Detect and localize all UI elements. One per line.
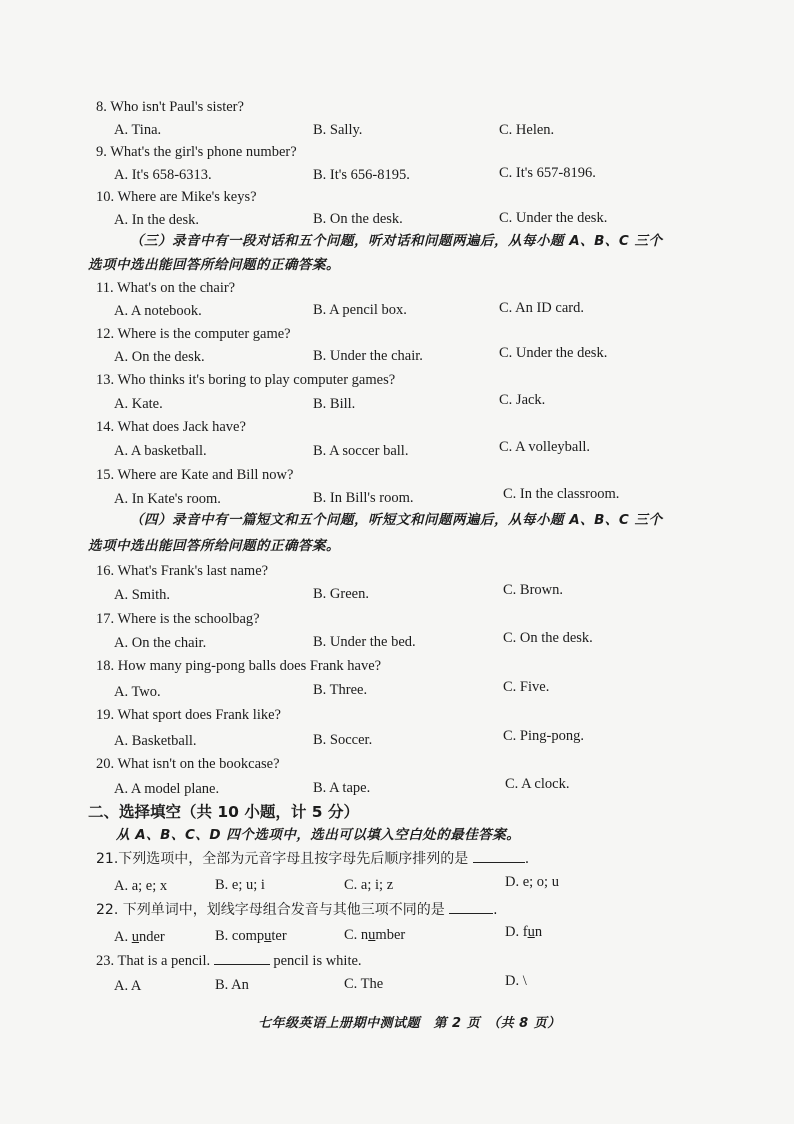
q16-option-c: C. Brown.: [503, 582, 564, 598]
q23-option-b: B. An: [215, 977, 249, 993]
question-19: 19. What sport does Frank like?: [96, 707, 281, 723]
q22-c-underlined: u: [368, 927, 376, 943]
q22-b-prefix: B. comp: [215, 928, 265, 944]
part3-instruction-line1: （三）录音中有一段对话和五个问题，听对话和问题两遍后，从每小题 A、B、C 三个: [130, 233, 663, 249]
q9-option-b: B. It's 656-8195.: [313, 167, 410, 183]
question-22: [96, 901, 498, 919]
q14-option-c: C. A volleyball.: [499, 439, 591, 455]
q22-d-underlined: u: [527, 924, 535, 940]
q10-option-a: A. In the desk.: [114, 212, 199, 228]
question-10: 10. Where are Mike's keys?: [96, 189, 257, 205]
q8-option-a: A. Tina.: [114, 122, 162, 138]
part3-instruction-line2: 选项中选出能回答所给问题的正确答案。: [88, 257, 340, 273]
q20-option-c: C. A clock.: [505, 776, 570, 792]
q18-option-a: A. Two.: [114, 684, 161, 700]
question-18: 18. How many ping-pong balls does Frank have?: [96, 658, 382, 674]
q22-stem: 22. 下列单词中，划线字母组合发音与其他三项不同的是: [96, 902, 445, 918]
q9-option-c: C. It's 657-8196.: [499, 165, 596, 181]
q15-option-b: B. In Bill's room.: [313, 490, 414, 506]
q22-d-suffix: n: [534, 924, 543, 940]
question-17: 17. Where is the schoolbag?: [96, 611, 260, 627]
q20-option-b: B. A tape.: [313, 780, 371, 796]
q12-option-a: A. On the desk.: [114, 349, 205, 365]
question-11: 11. What's on the chair?: [96, 280, 236, 296]
q21-option-d: D. e; o; u: [505, 874, 559, 890]
q11-option-c: C. An ID card.: [499, 300, 584, 316]
q13-option-c: C. Jack.: [499, 392, 546, 408]
q21-stem: 21.下列选项中，全部为元音字母且按字母先后顺序排列的是: [96, 851, 469, 867]
q21-blank: [473, 850, 525, 863]
q16-option-a: A. Smith.: [114, 587, 170, 603]
q18-option-b: B. Three.: [313, 682, 368, 698]
part4-instruction-line2: 选项中选出能回答所给问题的正确答案。: [88, 538, 340, 554]
q18-option-c: C. Five.: [503, 679, 550, 695]
question-13: 13. Who thinks it's boring to play computer games?: [96, 372, 396, 388]
q22-b-underlined: u: [264, 928, 272, 944]
q16-option-b: B. Green.: [313, 586, 369, 602]
q21-end: .: [524, 851, 530, 867]
q12-option-b: B. Under the chair.: [313, 348, 423, 364]
q22-b-suffix: ter: [271, 928, 287, 944]
q22-c-prefix: C. n: [344, 927, 369, 943]
q15-option-a: A. In Kate's room.: [114, 491, 221, 507]
q23-option-a: A. A: [114, 978, 142, 994]
q13-option-b: B. Bill.: [313, 396, 356, 412]
q21-option-b: B. e; u; i: [215, 877, 265, 893]
q22-c-suffix: mber: [375, 927, 406, 943]
question-12: 12. Where is the computer game?: [96, 326, 291, 342]
q22-a-underlined: u: [131, 929, 139, 945]
q23-option-c: C. The: [344, 976, 384, 992]
question-9: 9. What's the girl's phone number?: [96, 144, 297, 160]
q22-d-prefix: D. f: [505, 924, 528, 940]
q21-option-c: C. a; i; z: [344, 877, 394, 893]
question-14: 14. What does Jack have?: [96, 419, 246, 435]
q22-end: .: [493, 902, 498, 918]
section-2-instruction: 从 A、B、C、D 四个选项中，选出可以填入空白处的最佳答案。: [116, 827, 521, 843]
q8-option-c: C. Helen.: [499, 122, 555, 138]
q17-option-b: B. Under the bed.: [313, 634, 416, 650]
q20-option-a: A. A model plane.: [114, 781, 220, 797]
q21-option-a: A. a; e; x: [114, 878, 168, 894]
q19-option-a: A. Basketball.: [114, 733, 197, 749]
q11-option-b: B. A pencil box.: [313, 302, 407, 318]
q17-option-a: A. On the chair.: [114, 635, 207, 651]
question-16: 16. What's Frank's last name?: [96, 563, 269, 579]
q22-option-a: [114, 928, 165, 946]
q23-stem-end: pencil is white.: [273, 953, 362, 969]
q22-option-c: [344, 926, 405, 944]
q19-option-c: C. Ping-pong.: [503, 728, 584, 744]
page-footer: 七年级英语上册期中测试题 第 2 页 （共 8 页）: [258, 1016, 561, 1031]
q22-option-b: [215, 927, 287, 945]
question-20: 20. What isn't on the bookcase?: [96, 756, 280, 772]
q14-option-a: A. A basketball.: [114, 443, 207, 459]
q22-blank: [449, 901, 493, 914]
q14-option-b: B. A soccer ball.: [313, 443, 409, 459]
part4-instruction-line1: （四）录音中有一篇短文和五个问题，听短文和问题两遍后，从每小题 A、B、C 三个: [130, 512, 663, 528]
question-23: [96, 952, 362, 970]
q22-option-d: [505, 923, 542, 941]
q23-blank: [214, 952, 270, 965]
section-2-title: 二、选择填空（共 10 小题，计 5 分）: [88, 803, 359, 821]
q22-a-prefix: A.: [114, 929, 132, 945]
q10-option-c: C. Under the desk.: [499, 210, 608, 226]
q8-option-b: B. Sally.: [313, 122, 363, 138]
q10-option-b: B. On the desk.: [313, 211, 403, 227]
q11-option-a: A. A notebook.: [114, 303, 202, 319]
q19-option-b: B. Soccer.: [313, 732, 373, 748]
q13-option-a: A. Kate.: [114, 396, 163, 412]
q23-stem-start: 23. That is a pencil.: [96, 953, 211, 969]
q22-a-suffix: nder: [138, 929, 165, 945]
q17-option-c: C. On the desk.: [503, 630, 593, 646]
question-21: [96, 850, 529, 868]
q15-option-c: C. In the classroom.: [503, 486, 620, 502]
question-8: 8. Who isn't Paul's sister?: [96, 99, 244, 115]
q9-option-a: A. It's 658-6313.: [114, 167, 212, 183]
q23-option-d: D. \: [505, 973, 527, 989]
q12-option-c: C. Under the desk.: [499, 345, 608, 361]
question-15: 15. Where are Kate and Bill now?: [96, 467, 294, 483]
